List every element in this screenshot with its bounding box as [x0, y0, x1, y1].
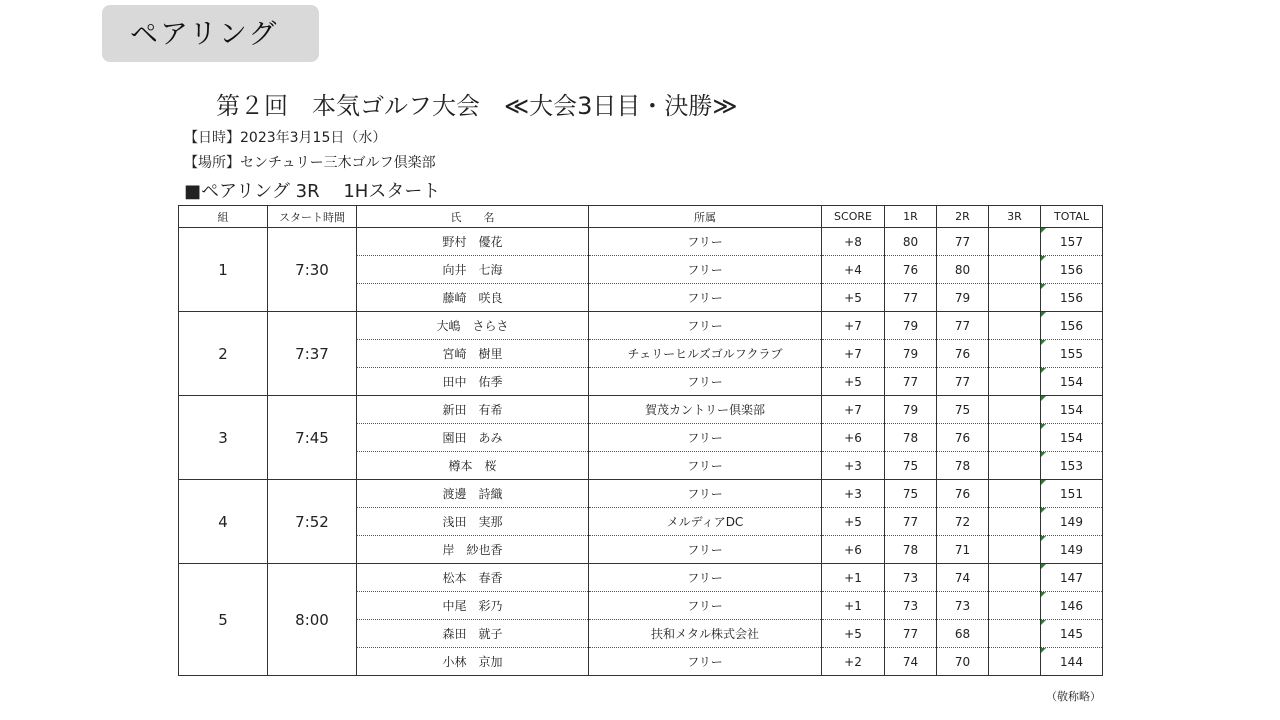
player-score: +1 [822, 592, 885, 620]
player-3r [989, 508, 1041, 536]
player-2r: 75 [937, 396, 989, 424]
player-total: 156 [1041, 284, 1103, 312]
player-1r: 79 [885, 396, 937, 424]
player-3r [989, 480, 1041, 508]
player-2r: 74 [937, 564, 989, 592]
player-name: 樽本 桜 [357, 452, 589, 480]
player-name: 田中 佑季 [357, 368, 589, 396]
player-affiliation: フリー [589, 284, 822, 312]
start-time: 7:30 [268, 228, 357, 312]
table-header-row [179, 206, 1103, 228]
player-score: +6 [822, 424, 885, 452]
player-total: 144 [1041, 648, 1103, 676]
group-number: 4 [179, 480, 268, 564]
start-time: 7:37 [268, 312, 357, 396]
player-1r: 75 [885, 480, 937, 508]
player-name: 松本 春香 [357, 564, 589, 592]
player-affiliation: フリー [589, 592, 822, 620]
player-1r: 76 [885, 256, 937, 284]
player-3r [989, 340, 1041, 368]
player-3r [989, 368, 1041, 396]
player-1r: 75 [885, 452, 937, 480]
header-3r: 3R [989, 206, 1041, 228]
player-2r: 71 [937, 536, 989, 564]
header-group: 組 [179, 206, 268, 228]
player-2r: 68 [937, 620, 989, 648]
date-line: 【日時】2023年3月15日（水） [184, 130, 387, 146]
player-total: 153 [1041, 452, 1103, 480]
player-1r: 77 [885, 508, 937, 536]
player-total: 147 [1041, 564, 1103, 592]
header-name: 氏 名 [357, 206, 589, 228]
player-1r: 77 [885, 284, 937, 312]
player-3r [989, 424, 1041, 452]
tournament-title: 第２回 本気ゴルフ大会 ≪大会3日目・決勝≫ [216, 92, 738, 120]
player-3r [989, 452, 1041, 480]
player-affiliation: チェリーヒルズゴルフクラブ [589, 340, 822, 368]
group-number: 5 [179, 564, 268, 676]
player-1r: 78 [885, 424, 937, 452]
player-name: 新田 有希 [357, 396, 589, 424]
honorific-note: （敬称略） [1046, 690, 1101, 703]
player-total: 156 [1041, 312, 1103, 340]
player-1r: 77 [885, 368, 937, 396]
player-3r [989, 256, 1041, 284]
player-affiliation: フリー [589, 564, 822, 592]
player-3r [989, 284, 1041, 312]
player-total: 151 [1041, 480, 1103, 508]
start-time: 7:45 [268, 396, 357, 480]
player-total: 154 [1041, 396, 1103, 424]
player-score: +7 [822, 396, 885, 424]
player-3r [989, 648, 1041, 676]
player-name: 渡邊 詩織 [357, 480, 589, 508]
player-2r: 70 [937, 648, 989, 676]
player-total: 154 [1041, 424, 1103, 452]
player-affiliation: 扶和メタル株式会社 [589, 620, 822, 648]
table-row [179, 564, 1103, 592]
player-2r: 76 [937, 340, 989, 368]
player-3r [989, 312, 1041, 340]
player-1r: 77 [885, 620, 937, 648]
player-2r: 80 [937, 256, 989, 284]
player-name: 園田 あみ [357, 424, 589, 452]
header-2r: 2R [937, 206, 989, 228]
player-2r: 76 [937, 424, 989, 452]
player-score: +6 [822, 536, 885, 564]
player-affiliation: フリー [589, 368, 822, 396]
group-number: 2 [179, 312, 268, 396]
table-row [179, 396, 1103, 424]
player-total: 145 [1041, 620, 1103, 648]
player-1r: 74 [885, 648, 937, 676]
table-row [179, 480, 1103, 508]
player-affiliation: フリー [589, 312, 822, 340]
player-2r: 79 [937, 284, 989, 312]
player-2r: 77 [937, 312, 989, 340]
player-name: 岸 紗也香 [357, 536, 589, 564]
player-1r: 73 [885, 564, 937, 592]
player-3r [989, 620, 1041, 648]
player-score: +4 [822, 256, 885, 284]
player-3r [989, 592, 1041, 620]
player-1r: 79 [885, 312, 937, 340]
player-affiliation: フリー [589, 536, 822, 564]
player-total: 157 [1041, 228, 1103, 256]
player-affiliation: フリー [589, 452, 822, 480]
player-total: 155 [1041, 340, 1103, 368]
player-total: 149 [1041, 508, 1103, 536]
player-3r [989, 564, 1041, 592]
player-3r [989, 536, 1041, 564]
start-time: 7:52 [268, 480, 357, 564]
header-score: SCORE [822, 206, 885, 228]
player-score: +7 [822, 312, 885, 340]
player-name: 野村 優花 [357, 228, 589, 256]
player-total: 149 [1041, 536, 1103, 564]
group-number: 1 [179, 228, 268, 312]
player-name: 中尾 彩乃 [357, 592, 589, 620]
player-2r: 78 [937, 452, 989, 480]
player-affiliation: フリー [589, 228, 822, 256]
player-total: 156 [1041, 256, 1103, 284]
player-name: 向井 七海 [357, 256, 589, 284]
player-affiliation: フリー [589, 256, 822, 284]
table-row [179, 228, 1103, 256]
player-affiliation: メルディアDC [589, 508, 822, 536]
pairing-heading: ■ペアリング 3R 1Hスタート [184, 181, 441, 202]
player-affiliation: 賀茂カントリー倶楽部 [589, 396, 822, 424]
player-score: +3 [822, 480, 885, 508]
player-1r: 78 [885, 536, 937, 564]
header-affiliation: 所属 [589, 206, 822, 228]
player-total: 154 [1041, 368, 1103, 396]
player-score: +7 [822, 340, 885, 368]
player-2r: 72 [937, 508, 989, 536]
player-score: +5 [822, 284, 885, 312]
player-score: +2 [822, 648, 885, 676]
player-name: 大嶋 さらさ [357, 312, 589, 340]
group-number: 3 [179, 396, 268, 480]
header-total: TOTAL [1041, 206, 1103, 228]
player-score: +1 [822, 564, 885, 592]
player-total: 146 [1041, 592, 1103, 620]
start-time: 8:00 [268, 564, 357, 676]
player-2r: 73 [937, 592, 989, 620]
player-score: +8 [822, 228, 885, 256]
player-2r: 77 [937, 368, 989, 396]
player-1r: 80 [885, 228, 937, 256]
player-score: +5 [822, 620, 885, 648]
player-3r [989, 228, 1041, 256]
player-2r: 77 [937, 228, 989, 256]
player-name: 浅田 実那 [357, 508, 589, 536]
player-3r [989, 396, 1041, 424]
header-start-time: スタート時間 [268, 206, 357, 228]
header-1r: 1R [885, 206, 937, 228]
player-affiliation: フリー [589, 648, 822, 676]
player-1r: 79 [885, 340, 937, 368]
place-line: 【場所】センチュリー三木ゴルフ倶楽部 [184, 155, 436, 171]
player-score: +3 [822, 452, 885, 480]
player-score: +5 [822, 508, 885, 536]
player-name: 小林 京加 [357, 648, 589, 676]
table-row [179, 312, 1103, 340]
player-affiliation: フリー [589, 424, 822, 452]
player-1r: 73 [885, 592, 937, 620]
player-name: 藤崎 咲良 [357, 284, 589, 312]
section-tag: ペアリング [102, 5, 319, 62]
table-body [179, 228, 1103, 676]
pairing-table [178, 205, 1103, 676]
player-2r: 76 [937, 480, 989, 508]
player-name: 宮崎 樹里 [357, 340, 589, 368]
player-score: +5 [822, 368, 885, 396]
player-affiliation: フリー [589, 480, 822, 508]
player-name: 森田 就子 [357, 620, 589, 648]
